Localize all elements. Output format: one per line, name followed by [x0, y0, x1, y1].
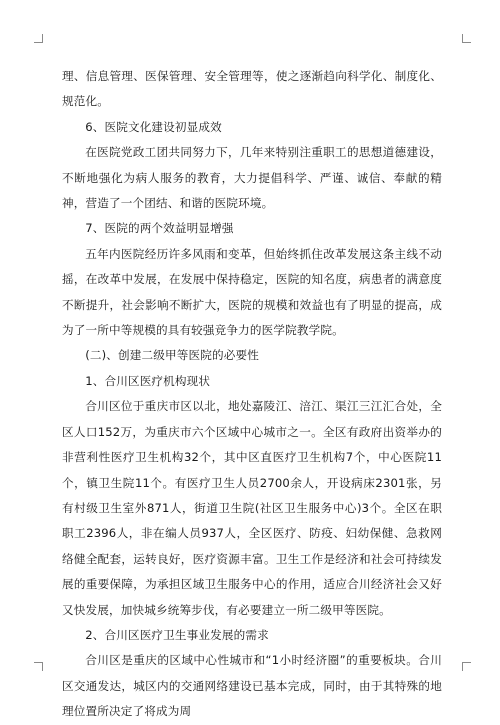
crop-mark-bottom-left — [34, 662, 43, 671]
paragraph-current-status: 合川区位于重庆市区以北，地处嘉陵江、涪江、渠江三江汇合处，全区人口152万，为重庆市六个区域中心城市之一。全区有政府出资举办的非营利性医疗卫生机构32个，其中区直医疗卫生机构7个，中心医院11个，镇卫生院11个。有医疗卫生人员2700余人，开设病床2301张，另有村级卫生室外871人，街道卫生院(社区卫生服务中心)3个。全区在职职工2396人，非在编人员937人，全区医疗、防疫、妇幼保健、急救网络健全配套，运转良好，医疗资源丰富。卫生工作是经济和社会可持续发展的重要保障，为承担区域卫生服务中心的作用，适应合川经济社会又好又快发展，加快城乡统筹步伐，有必要建立一所二级甲等医院。 — [62, 399, 442, 617]
crop-mark-top-left — [34, 34, 43, 43]
subsection-heading-2: 2、合川区医疗卫生事业发展的需求 — [85, 627, 269, 642]
paragraph-demand: 合川区是重庆的区域中心性城市和“1小时经济圈”的重要板块。合川区交通发达，城区内的交通网络建设已基本完成，同时，由于其特殊的地理位置所决定了将成为周 — [62, 653, 442, 719]
document-body — [62, 64, 442, 725]
paragraph-culture: 在医院党政工团共同努力下，几年来特别注重职工的思想道德建设，不断地强化为病人服务的教育，大力提倡科学、严谨、诚信、奉献的精神，营造了一个团结、和谐的医院环境。 — [62, 145, 442, 211]
crop-mark-bottom-right — [462, 662, 471, 671]
paragraph-benefits: 五年内医院经历许多风雨和变革，但始终抓住改革发展这条主线不动摇，在改革中发展，在发展中保持稳定，医院的知名度，病患者的满意度不断提升，社会影响不断扩大，医院的规模和效益也有了明显的提高，成为了一所中等规模的具有较强竞争力的医学院教学院。 — [62, 246, 442, 338]
section-heading-6: 6、医院文化建设初显成效 — [85, 119, 222, 134]
paragraph-continuation: 理、信息管理、医保管理、安全管理等，使之逐渐趋向科学化、制度化、规范化。 — [62, 69, 442, 109]
subsection-heading-1: 1、合川区医疗机构现状 — [85, 373, 211, 388]
crop-mark-top-right — [462, 34, 471, 43]
section-heading-necessity: (二)、创建二级甲等医院的必要性 — [85, 348, 259, 363]
section-heading-7: 7、医院的两个效益明显增强 — [85, 221, 234, 236]
